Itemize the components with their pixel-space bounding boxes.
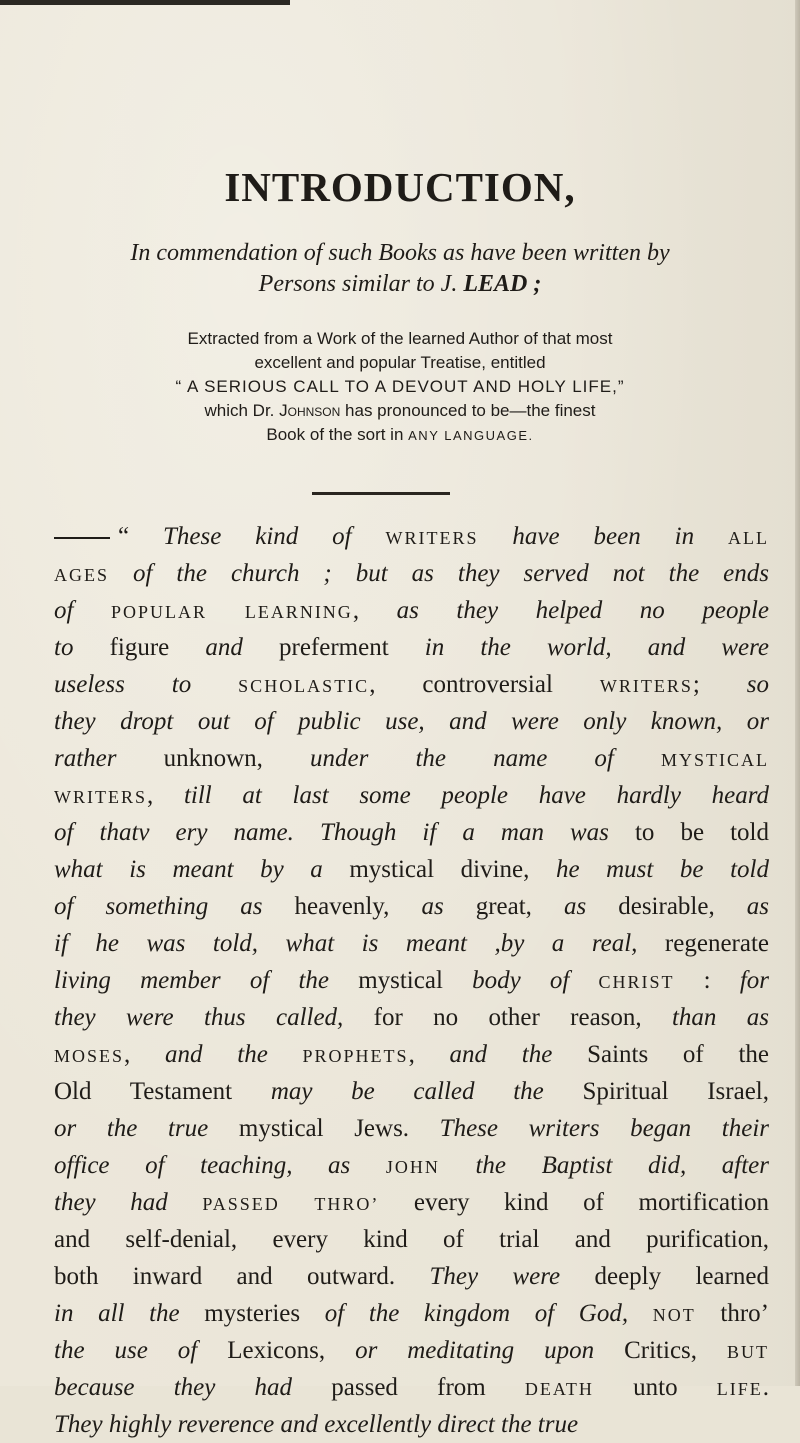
quote-run: mystical — [358, 967, 473, 994]
quote-run: they dropt out of public use, and were only known, or — [54, 708, 769, 735]
quote-run: because they had — [54, 1374, 332, 1401]
quote-line — [54, 1073, 769, 1110]
quote-run: of — [54, 597, 111, 624]
quote-run: both inward and outward. — [54, 1263, 430, 1290]
quote-run: unknown, — [163, 745, 311, 772]
quote-run: THRO’ — [314, 1194, 380, 1214]
quote-lead-dash — [54, 537, 110, 539]
extract-line-4-a: which Dr. — [204, 401, 280, 420]
page-title: INTRODUCTION, — [224, 164, 576, 210]
quote-run: as — [421, 893, 476, 920]
quote-run: ; — [692, 671, 747, 698]
quote-run: as — [746, 893, 769, 920]
quote-run: : — [674, 967, 740, 994]
quote-run: of the kingdom of God, — [324, 1300, 653, 1327]
quote-run: PROPHETS — [302, 1046, 409, 1066]
quote-run: office of teaching, as — [54, 1152, 386, 1179]
quote-run: or the true — [54, 1115, 239, 1142]
quote-run: thro’ — [695, 1300, 769, 1327]
quote-run: WRITERS — [599, 676, 693, 696]
quote-run: CHRIST — [598, 972, 675, 992]
extract-johnson-name: Johnson — [279, 401, 341, 420]
quote-run: “ — [118, 523, 163, 550]
quote-run: body of — [472, 967, 599, 994]
quote-line — [54, 1221, 769, 1258]
quote-run: to — [54, 634, 110, 661]
extract-line-5-a: Book of the sort in — [266, 425, 409, 444]
subtitle-line-1: In commendation of such Books as have been written by — [130, 240, 670, 266]
quote-run: of the church ; but as they served not the ends — [109, 560, 769, 587]
quote-line — [54, 999, 769, 1036]
quote-run: or meditating upon — [355, 1337, 625, 1364]
quote-line — [54, 888, 769, 925]
quote-run: DEATH — [524, 1379, 594, 1399]
quote-run: living member of the — [54, 967, 359, 994]
quote-run: AGES — [54, 565, 110, 585]
quote-run: have been in — [478, 523, 728, 550]
quote-run: they had — [54, 1189, 203, 1216]
quote-run: what is meant by a — [54, 856, 350, 883]
quote-run: than as — [671, 1004, 769, 1031]
quote-line — [54, 518, 769, 555]
quote-run: unto — [593, 1374, 717, 1401]
quote-run: MYSTICAL — [660, 750, 769, 770]
quote-run: , — [408, 1041, 450, 1068]
quote-line — [54, 1036, 769, 1073]
quote-run: MOSES — [54, 1046, 125, 1066]
quote-line — [54, 1110, 769, 1147]
quote-run: Critics, — [624, 1337, 727, 1364]
quote-run: These writers began their — [439, 1115, 769, 1142]
quote-run: to be told — [634, 819, 770, 846]
divider-rule — [312, 492, 450, 495]
quote-run: and self-denial, every kind of trial and purification, — [54, 1226, 769, 1253]
quote-run: passed from — [331, 1374, 525, 1401]
quote-run: they were thus called, — [54, 1004, 374, 1031]
quote-run: WRITERS — [385, 528, 479, 548]
quote-line — [54, 851, 769, 888]
extract-line-4-b: has pronounced to be—the finest — [340, 401, 596, 420]
extract-line-1: Extracted from a Work of the learned Author of that most — [187, 329, 613, 348]
quote-run: till at last some people have hardly heard — [183, 782, 769, 809]
quote-run: POPULAR LEARNING — [111, 602, 353, 622]
quote-run: figure — [109, 634, 206, 661]
quote-run: JOHN — [385, 1157, 440, 1177]
quote-run: as they helped no people — [396, 597, 769, 624]
quote-run: preferment — [279, 634, 425, 661]
quote-line — [54, 592, 769, 629]
quote-line — [54, 1258, 769, 1295]
quote-run: in all the — [54, 1300, 205, 1327]
quote-run: so — [746, 671, 769, 698]
quote-run: as — [563, 893, 619, 920]
quote-run: if he was told, what is meant ,by a real, — [54, 930, 665, 957]
quote-run: may be called the — [270, 1078, 583, 1105]
subtitle-line-2 — [40, 269, 760, 300]
quote-run: Old Testament — [54, 1078, 271, 1105]
quote-line — [54, 703, 769, 740]
quote-run: Saints of the — [587, 1041, 770, 1068]
quote-line — [54, 814, 769, 851]
quote-run: They were — [429, 1263, 595, 1290]
quote-run: SCHOLASTIC — [238, 676, 370, 696]
quote-run: , — [147, 782, 184, 809]
quote-line — [54, 962, 769, 999]
quote-run: of thatv ery name. Though if a man was — [54, 819, 635, 846]
quote-run: and the — [449, 1041, 588, 1068]
subtitle-author-name: LEAD ; — [463, 271, 542, 297]
quote-run: , — [352, 597, 397, 624]
quote-run: every kind of mortification — [379, 1189, 770, 1216]
quote-line — [54, 925, 769, 962]
quote-run: , — [124, 1041, 166, 1068]
subtitle-line-2-text: Persons similar to J. — [258, 271, 464, 297]
quote-run: . — [762, 1374, 770, 1401]
quote-line — [54, 1184, 769, 1221]
quote-line — [54, 555, 769, 592]
quote-run: useless to — [54, 671, 239, 698]
extract-note — [40, 327, 760, 448]
quote-line — [54, 740, 769, 777]
quote-run: NOT — [652, 1305, 696, 1325]
quote-run: under the name of — [310, 745, 661, 772]
quote-run — [280, 1189, 315, 1216]
extract-line-5 — [40, 423, 760, 448]
quote-line — [54, 1147, 769, 1184]
quote-line — [54, 1332, 769, 1369]
quote-run: for no other reason, — [373, 1004, 672, 1031]
quote-run: the use of — [54, 1337, 228, 1364]
quote-run: deeply learned — [594, 1263, 770, 1290]
quote-run: great, — [475, 893, 564, 920]
quote-run: Lexicons, — [227, 1337, 356, 1364]
quote-run: and — [205, 634, 279, 661]
quote-run: These kind of — [163, 523, 386, 550]
quote-run: They highly reverence and excellently direct the true — [54, 1411, 579, 1438]
quote-line — [54, 1295, 769, 1332]
quote-run: of something as — [54, 893, 295, 920]
quote-run: regenerate — [664, 930, 769, 957]
extract-treatise-title: “ A SERIOUS CALL TO A DEVOUT AND HOLY LIFE,” — [175, 377, 625, 396]
quote-line — [54, 777, 769, 814]
quote-line — [54, 1369, 769, 1406]
quote-line — [54, 666, 769, 703]
quote-line — [54, 1406, 769, 1443]
quote-run: rather — [54, 745, 164, 772]
quote-run: heavenly, — [294, 893, 422, 920]
quote-run: BUT — [726, 1342, 769, 1362]
quote-run: mystical Jews. — [238, 1115, 440, 1142]
quote-run: mysteries — [204, 1300, 325, 1327]
quote-run: and the — [165, 1041, 303, 1068]
quote-run: he must be told — [555, 856, 769, 883]
quote-run: ALL — [727, 528, 769, 548]
quote-body — [54, 518, 769, 1443]
page-top-edge — [0, 0, 290, 5]
quote-run: desirable, — [618, 893, 747, 920]
quote-run: WRITERS — [54, 787, 147, 807]
extract-line-5-smallcaps: ANY LANGUAGE. — [408, 428, 534, 443]
quote-run: the Baptist did, after — [439, 1152, 769, 1179]
quote-run: mystical divine, — [349, 856, 556, 883]
extract-line-2: excellent and popular Treatise, entitled — [254, 353, 546, 372]
quote-run: for — [739, 967, 769, 994]
quote-line — [54, 629, 769, 666]
quote-run: PASSED — [202, 1194, 280, 1214]
quote-run: LIFE — [716, 1379, 763, 1399]
quote-run: , controversial — [369, 671, 600, 698]
quote-run: in the world, and were — [424, 634, 769, 661]
subtitle — [40, 238, 760, 300]
extract-line-4 — [40, 399, 760, 423]
quote-run: Spiritual Israel, — [582, 1078, 769, 1105]
